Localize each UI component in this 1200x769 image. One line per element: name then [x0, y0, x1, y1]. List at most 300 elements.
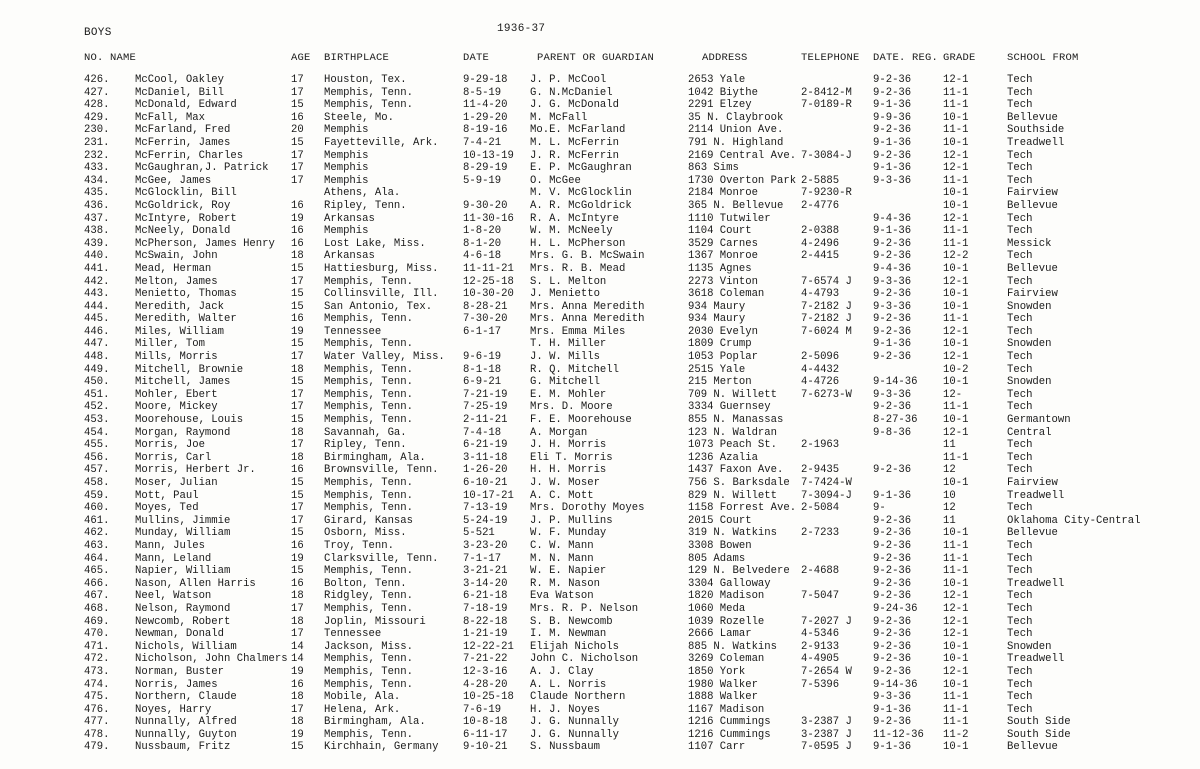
telephone: 7-5396: [801, 678, 840, 691]
grade: 12-1: [943, 149, 969, 162]
address: 855 N. Manassas: [688, 414, 784, 427]
telephone: 7-6574 J: [801, 275, 852, 288]
school-from: Tech: [1007, 351, 1033, 364]
telephone: 4-2496: [801, 237, 840, 250]
student-name: McFarland, Fred: [135, 124, 231, 137]
address: 2015 Court: [688, 514, 752, 527]
grade: 11-1: [943, 86, 969, 99]
telephone: 2-9133: [801, 640, 840, 653]
table-row: [0, 527, 1200, 540]
table-row: [0, 691, 1200, 704]
birthplace: Osborn, Miss.: [324, 527, 407, 540]
table-row: [0, 187, 1200, 200]
birth-date: 1-29-20: [463, 111, 508, 124]
date-registered: 9-3-36: [873, 388, 912, 401]
student-name: Miles, William: [135, 325, 225, 338]
col-header-no-name: NO. NAME: [84, 52, 137, 64]
table-row: [0, 729, 1200, 742]
date-registered: 9-2-36: [873, 539, 912, 552]
birthplace: Troy, Tenn.: [324, 539, 394, 552]
birthplace: Memphis, Tenn.: [324, 376, 414, 389]
record-number: 470.: [84, 628, 110, 641]
parent-guardian: T. H. Miller: [530, 338, 607, 351]
grade: 12-1: [943, 426, 969, 439]
record-number: 466.: [84, 577, 110, 590]
birth-date: 12-22-21: [463, 640, 514, 653]
school-from: Oklahoma City-Central: [1007, 514, 1141, 527]
birth-date: 6-10-21: [463, 477, 508, 489]
record-number: 479.: [84, 741, 110, 754]
address: 1437 Faxon Ave.: [688, 464, 784, 477]
record-number: 478.: [84, 728, 110, 741]
telephone: 2-8412-M: [801, 86, 852, 99]
school-from: Tech: [1007, 401, 1033, 414]
address: 934 Maury: [688, 313, 746, 326]
student-name: Meredith, Walter: [135, 313, 237, 326]
date-registered: 9-24-36: [873, 602, 918, 615]
age: 17: [291, 86, 304, 99]
student-name: Mitchell, Brownie: [135, 363, 244, 376]
age: 15: [291, 136, 304, 149]
date-registered: 9-14-36: [873, 678, 918, 691]
school-from: Tech: [1007, 363, 1033, 376]
table-row: [0, 439, 1200, 452]
parent-guardian: M. N. Mann: [530, 552, 594, 565]
birth-date: 1-8-20: [463, 225, 502, 238]
student-name: Menietto, Thomas: [135, 288, 237, 301]
telephone: 7-9230-R: [801, 187, 852, 200]
parent-guardian: G. Mitchell: [530, 376, 600, 389]
date-registered: 9-2-36: [873, 401, 912, 414]
student-name: Moyes, Ted: [135, 502, 199, 515]
grade: 12-: [943, 388, 963, 401]
parent-guardian: C. W. Mann: [530, 539, 594, 552]
age: 15: [291, 489, 304, 502]
parent-guardian: J. R. McFerrin: [530, 149, 620, 162]
age: 18: [291, 426, 304, 439]
record-number: 453.: [84, 414, 110, 427]
record-number: 472.: [84, 653, 110, 666]
record-number: 450.: [84, 376, 110, 389]
address: 1216 Cummings: [688, 728, 771, 741]
student-name: McFerrin, James: [135, 136, 231, 149]
record-number: 469.: [84, 615, 110, 628]
grade: 12-1: [943, 275, 969, 288]
student-name: McDaniel, Bill: [135, 86, 225, 99]
age: 16: [291, 539, 304, 552]
date-registered: 9-1-36: [873, 338, 912, 351]
table-row: [0, 590, 1200, 603]
school-from: Fairview: [1007, 187, 1058, 200]
birthplace: Birmingham, Ala.: [324, 451, 426, 464]
date-registered: 9-2-36: [873, 665, 912, 678]
table-row: [0, 578, 1200, 591]
birth-date: 7-4-18: [463, 426, 502, 439]
birthplace: Ripley, Tenn.: [324, 199, 407, 212]
age: 14: [291, 653, 304, 666]
parent-guardian: W. M. McNeely: [530, 225, 613, 238]
table-row: [0, 628, 1200, 641]
age: 15: [291, 338, 304, 351]
student-name: McIntyre, Robert: [135, 212, 237, 225]
student-name: Nelson, Raymond: [135, 602, 231, 615]
record-number: 462.: [84, 527, 110, 540]
birthplace: Kirchhain, Germany: [324, 741, 439, 754]
school-from: Southside: [1007, 124, 1065, 137]
date-registered: 9-1-36: [873, 162, 912, 175]
age: 17: [291, 149, 304, 162]
school-from: Tech: [1007, 250, 1033, 263]
birthplace: Memphis, Tenn.: [324, 653, 414, 666]
birth-date: 9-30-20: [463, 199, 508, 212]
record-number: 230.: [84, 124, 110, 137]
school-from: Tech: [1007, 162, 1033, 175]
student-name: Mitchell, James: [135, 376, 231, 389]
birth-date: 3-14-20: [463, 577, 508, 590]
age: 17: [291, 162, 304, 175]
birth-date: 11-11-21: [463, 262, 514, 275]
table-row: [0, 99, 1200, 112]
birth-date: 1-21-19: [463, 628, 508, 641]
record-number: 476.: [84, 703, 110, 716]
record-number: 446.: [84, 325, 110, 338]
birthplace: Fayetteville, Ark.: [324, 136, 439, 149]
birthplace: Memphis, Tenn.: [324, 489, 414, 502]
birthplace: Hattiesburg, Miss.: [324, 262, 439, 275]
parent-guardian: S. L. Melton: [530, 275, 607, 288]
record-number: 437.: [84, 212, 110, 225]
telephone: 7-0595 J: [801, 741, 852, 754]
birth-date: 10-30-20: [463, 288, 514, 301]
school-from: Fairview: [1007, 288, 1058, 301]
age: 19: [291, 212, 304, 225]
parent-guardian: W. E. Napier: [530, 565, 607, 578]
grade: 12-1: [943, 602, 969, 615]
date-registered: 9-8-36: [873, 426, 912, 439]
birthplace: Memphis, Tenn.: [324, 502, 414, 515]
grade: 11-1: [943, 225, 969, 238]
parent-guardian: J. G. McDonald: [530, 99, 620, 112]
record-number: 447.: [84, 338, 110, 351]
school-from: Snowden: [1007, 338, 1052, 351]
birthplace: Memphis, Tenn.: [324, 388, 414, 401]
grade: 11-1: [943, 565, 969, 578]
birthplace: Clarksville, Tenn.: [324, 552, 439, 565]
parent-guardian: Mrs. G. B. McSwain: [530, 250, 645, 263]
school-from: Tech: [1007, 678, 1033, 691]
grade: 11-1: [943, 552, 969, 565]
birth-date: 6-9-21: [463, 376, 502, 389]
record-number: 461.: [84, 514, 110, 527]
parent-guardian: John C. Nicholson: [530, 653, 639, 666]
grade: 11-1: [943, 237, 969, 250]
birth-date: 9-29-18: [463, 74, 508, 86]
birth-date: 3-21-21: [463, 565, 508, 578]
parent-guardian: J. H. Morris: [530, 439, 607, 452]
parent-guardian: I. M. Newman: [530, 628, 607, 641]
address: 2114 Union Ave.: [688, 124, 784, 137]
grade: 12-1: [943, 325, 969, 338]
student-name: McFerrin, Charles: [135, 149, 244, 162]
address: 1820 Madison: [688, 590, 765, 603]
birth-date: 7-6-19: [463, 703, 502, 716]
date-registered: 9-4-36: [873, 262, 912, 275]
record-number: 456.: [84, 451, 110, 464]
col-header-birthplace: BIRTHPLACE: [324, 52, 390, 64]
birthplace: Tennessee: [324, 325, 382, 338]
student-name: Melton, James: [135, 275, 218, 288]
school-from: Bellevue: [1007, 199, 1058, 212]
parent-guardian: Mrs. D. Moore: [530, 401, 613, 414]
age: 19: [291, 728, 304, 741]
date-registered: 9-2-36: [873, 590, 912, 603]
telephone: 7-2027 J: [801, 615, 852, 628]
telephone: 4-4905: [801, 653, 840, 666]
telephone: 4-4726: [801, 376, 840, 389]
school-from: Snowden: [1007, 300, 1052, 313]
school-from: Tech: [1007, 275, 1033, 288]
col-header-date-reg: DATE. REG.: [873, 52, 939, 64]
record-number: 439.: [84, 237, 110, 250]
parent-guardian: Eli T. Morris: [530, 451, 613, 464]
age: 17: [291, 174, 304, 187]
table-row: [0, 666, 1200, 679]
telephone: 7-2182 J: [801, 313, 852, 326]
telephone: 2-4688: [801, 565, 840, 578]
birthplace: Birmingham, Ala.: [324, 716, 426, 729]
birth-date: 7-18-19: [463, 602, 508, 615]
age: 14: [291, 640, 304, 653]
address: 1158 Forrest Ave.: [688, 502, 797, 515]
date-registered: 9-2-36: [873, 86, 912, 99]
student-name: Mullins, Jimmie: [135, 514, 231, 527]
date-registered: 9-2-36: [873, 124, 912, 137]
birth-date: 8-19-16: [463, 124, 508, 137]
birthplace: Brownsville, Tenn.: [324, 464, 439, 477]
school-from: Tech: [1007, 552, 1033, 565]
student-name: Mills, Morris: [135, 351, 218, 364]
age: 15: [291, 741, 304, 754]
grade: 11-1: [943, 703, 969, 716]
parent-guardian: Mrs. Anna Meredith: [530, 313, 645, 326]
grade: 11-1: [943, 174, 969, 187]
parent-guardian: Elijah Nichols: [530, 640, 620, 653]
birthplace: Memphis, Tenn.: [324, 414, 414, 427]
school-from: Tech: [1007, 565, 1033, 578]
address: 365 N. Bellevue: [688, 199, 784, 212]
telephone: 7-0189-R: [801, 99, 852, 112]
grade: 11-1: [943, 401, 969, 414]
record-number: 444.: [84, 300, 110, 313]
birth-date: 3-11-18: [463, 451, 508, 464]
age: 15: [291, 99, 304, 112]
school-from: Tech: [1007, 99, 1033, 112]
record-number: 473.: [84, 665, 110, 678]
birthplace: Arkansas: [324, 250, 375, 263]
birth-date: 11-4-20: [463, 99, 508, 112]
date-registered: 9-2-36: [873, 351, 912, 364]
birth-date: 7-4-21: [463, 136, 502, 149]
date-registered: 9-3-36: [873, 174, 912, 187]
school-from: Tech: [1007, 325, 1033, 338]
age: 16: [291, 464, 304, 477]
record-number: 443.: [84, 288, 110, 301]
parent-guardian: R. M. Nason: [530, 577, 600, 590]
parent-guardian: J. G. Nunnally: [530, 716, 620, 729]
date-registered: 9-3-36: [873, 275, 912, 288]
age: 18: [291, 363, 304, 376]
table-row: [0, 225, 1200, 238]
grade: 12-2: [943, 250, 969, 263]
parent-guardian: G. N.McDaniel: [530, 86, 613, 99]
birthplace: San Antonio, Tex.: [324, 300, 433, 313]
age: 18: [291, 590, 304, 603]
age: 16: [291, 225, 304, 238]
record-number: 426.: [84, 74, 110, 86]
student-name: Northern, Claude: [135, 691, 237, 704]
grade: 11: [943, 439, 956, 452]
grade: 10-1: [943, 640, 969, 653]
telephone: 4-4793: [801, 288, 840, 301]
section-label: BOYS: [84, 27, 112, 39]
table-row: [0, 87, 1200, 100]
address: 129 N. Belvedere: [688, 565, 790, 578]
age: 16: [291, 111, 304, 124]
table-row: [0, 490, 1200, 503]
telephone: 2-5885: [801, 174, 840, 187]
address: 2273 Vinton: [688, 275, 758, 288]
grade: 10-1: [943, 111, 969, 124]
address: 1110 Tutwiler: [688, 212, 771, 225]
birthplace: Joplin, Missouri: [324, 615, 426, 628]
birth-date: 10-25-18: [463, 691, 514, 704]
birthplace: Memphis: [324, 174, 369, 187]
student-name: Newman, Donald: [135, 628, 225, 641]
birth-date: 7-21-19: [463, 388, 508, 401]
birthplace: Memphis: [324, 225, 369, 238]
table-row: [0, 376, 1200, 389]
grade: 12-1: [943, 162, 969, 175]
school-from: South Side: [1007, 716, 1071, 729]
col-header-address: ADDRESS: [702, 52, 748, 64]
parent-guardian: A. C. Mott: [530, 489, 594, 502]
age: 15: [291, 477, 304, 489]
student-name: Moore, Mickey: [135, 401, 218, 414]
table-row: [0, 679, 1200, 692]
date-registered: 9-2-36: [873, 288, 912, 301]
birth-date: 8-5-19: [463, 86, 502, 99]
record-number: 467.: [84, 590, 110, 603]
telephone: 7-3094-J: [801, 489, 852, 502]
parent-guardian: J. G. Nunnally: [530, 728, 620, 741]
record-number: 445.: [84, 313, 110, 326]
age: 15: [291, 300, 304, 313]
student-name: Mott, Paul: [135, 489, 199, 502]
address: 756 S. Barksdale: [688, 477, 790, 489]
address: 319 N. Watkins: [688, 527, 778, 540]
birth-date: 5-9-19: [463, 174, 502, 187]
school-from: Tech: [1007, 665, 1033, 678]
col-header-school: SCHOOL FROM: [1007, 52, 1079, 64]
table-row: [0, 162, 1200, 175]
student-name: Nichols, William: [135, 640, 237, 653]
grade: 10: [943, 489, 956, 502]
date-registered: 9-2-36: [873, 577, 912, 590]
parent-guardian: J. P. Mullins: [530, 514, 613, 527]
school-from: Tech: [1007, 539, 1033, 552]
age: 16: [291, 577, 304, 590]
record-number: 474.: [84, 678, 110, 691]
address: 3308 Bowen: [688, 539, 752, 552]
student-name: Nussbaum, Fritz: [135, 741, 231, 754]
student-name: Moorehouse, Louis: [135, 414, 244, 427]
birthplace: Memphis: [324, 149, 369, 162]
address: 1809 Crump: [688, 338, 752, 351]
grade: 10-1: [943, 376, 969, 389]
birth-date: 11-30-16: [463, 212, 514, 225]
telephone: 4-5346: [801, 628, 840, 641]
grade: 12: [943, 502, 956, 515]
record-number: 458.: [84, 477, 110, 489]
school-from: Tech: [1007, 212, 1033, 225]
telephone: 3-2387 J: [801, 716, 852, 729]
grade: 10-1: [943, 338, 969, 351]
table-row: [0, 603, 1200, 616]
age: 15: [291, 262, 304, 275]
address: 1039 Rozelle: [688, 615, 765, 628]
telephone: 2-5096: [801, 351, 840, 364]
birth-date: 7-30-20: [463, 313, 508, 326]
grade: 10-1: [943, 187, 969, 200]
address: 1042 Biythe: [688, 86, 758, 99]
address: 2184 Monroe: [688, 187, 758, 200]
table-row: [0, 540, 1200, 553]
birthplace: Collinsville, Ill.: [324, 288, 439, 301]
address: 709 N. Willett: [688, 388, 778, 401]
date-registered: 9-2-36: [873, 237, 912, 250]
address: 1888 Walker: [688, 691, 758, 704]
birthplace: Memphis, Tenn.: [324, 338, 414, 351]
date-registered: 9-2-36: [873, 640, 912, 653]
table-row: [0, 401, 1200, 414]
address: 2653 Yale: [688, 74, 746, 86]
parent-guardian: R. A. McIntyre: [530, 212, 620, 225]
student-name: Noyes, Harry: [135, 703, 212, 716]
address: 35 N. Claybrook: [688, 111, 784, 124]
grade: 12-1: [943, 590, 969, 603]
parent-guardian: Claude Northern: [530, 691, 626, 704]
address: 3334 Guernsey: [688, 401, 771, 414]
birthplace: Memphis, Tenn.: [324, 401, 414, 414]
parent-guardian: H. H. Morris: [530, 464, 607, 477]
record-number: 449.: [84, 363, 110, 376]
telephone: 2-0388: [801, 225, 840, 238]
date-registered: 9-3-36: [873, 300, 912, 313]
age: 19: [291, 665, 304, 678]
col-header-grade: GRADE: [943, 52, 976, 64]
table-row: [0, 704, 1200, 717]
birth-date: 8-1-20: [463, 237, 502, 250]
telephone: 7-3084-J: [801, 149, 852, 162]
date-registered: 9-2-36: [873, 653, 912, 666]
grade: 10-1: [943, 199, 969, 212]
table-row: [0, 641, 1200, 654]
age: 15: [291, 376, 304, 389]
date-registered: 9-2-36: [873, 565, 912, 578]
birthplace: Memphis, Tenn.: [324, 665, 414, 678]
table-row: [0, 553, 1200, 566]
record-number: 459.: [84, 489, 110, 502]
